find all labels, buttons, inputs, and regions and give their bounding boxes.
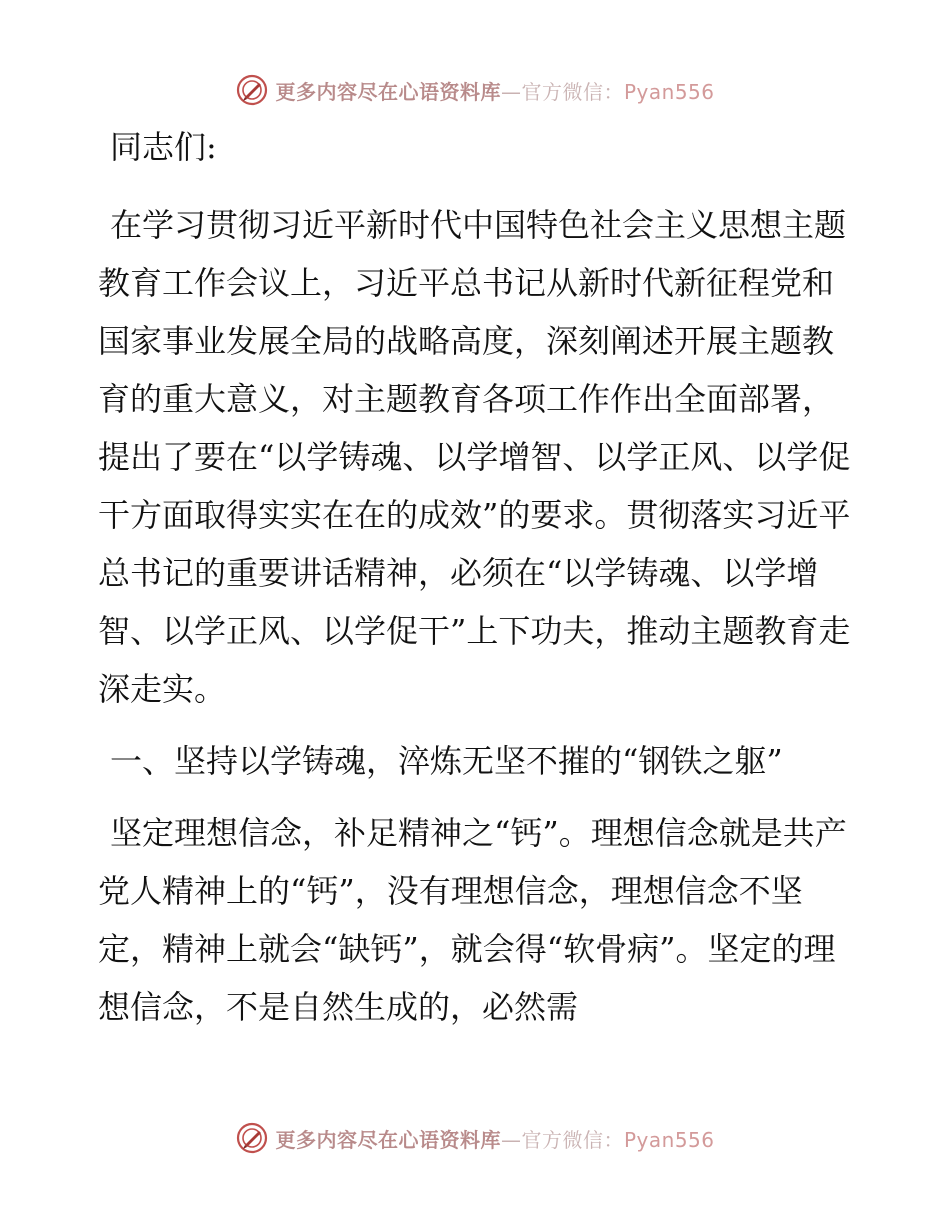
section-heading-1: 一、坚持以学铸魂，淬炼无坚不摧的“钢铁之躯”	[110, 742, 783, 780]
pen-logo-icon	[235, 73, 269, 107]
body-paragraph-1: 在学习贯彻习近平新时代中国特色社会主义思想主题教育工作会议上，习近平总书记从新时代新征程党和国家事业发展全局的战略高度，深刻阐述开展主题教育的重大意义，对主题教育各项工作作出全面部署，提出了要在“以学铸魂、以学增智、以学正风、以学促干方面取得实实在在的成效”的要求。贯彻落实习近平总书记的重要讲话精神，必须在“以学铸魂、以学增智、以学正风、以学促干”上下功夫，推动主题教育走深走实。	[98, 206, 851, 708]
watermark-text-bottom: 更多内容尽在心语资料库—官方微信：Pyan556	[275, 1127, 715, 1152]
document-body	[98, 118, 858, 1036]
salutation: 同志们:	[110, 128, 217, 166]
watermark-text-top: 更多内容尽在心语资料库—官方微信：Pyan556	[275, 79, 715, 104]
watermark-banner-top	[0, 70, 950, 110]
body-paragraph-2: 坚定理想信念，补足精神之“钙”。理想信念就是共产党人精神上的“钙”，没有理想信念，理想信念不坚定，精神上就会“缺钙”，就会得“软骨病”。坚定的理想信念，不是自然生成的，必然需	[98, 814, 847, 1026]
watermark-banner-bottom	[0, 1118, 950, 1158]
pen-logo-icon	[235, 1121, 269, 1155]
